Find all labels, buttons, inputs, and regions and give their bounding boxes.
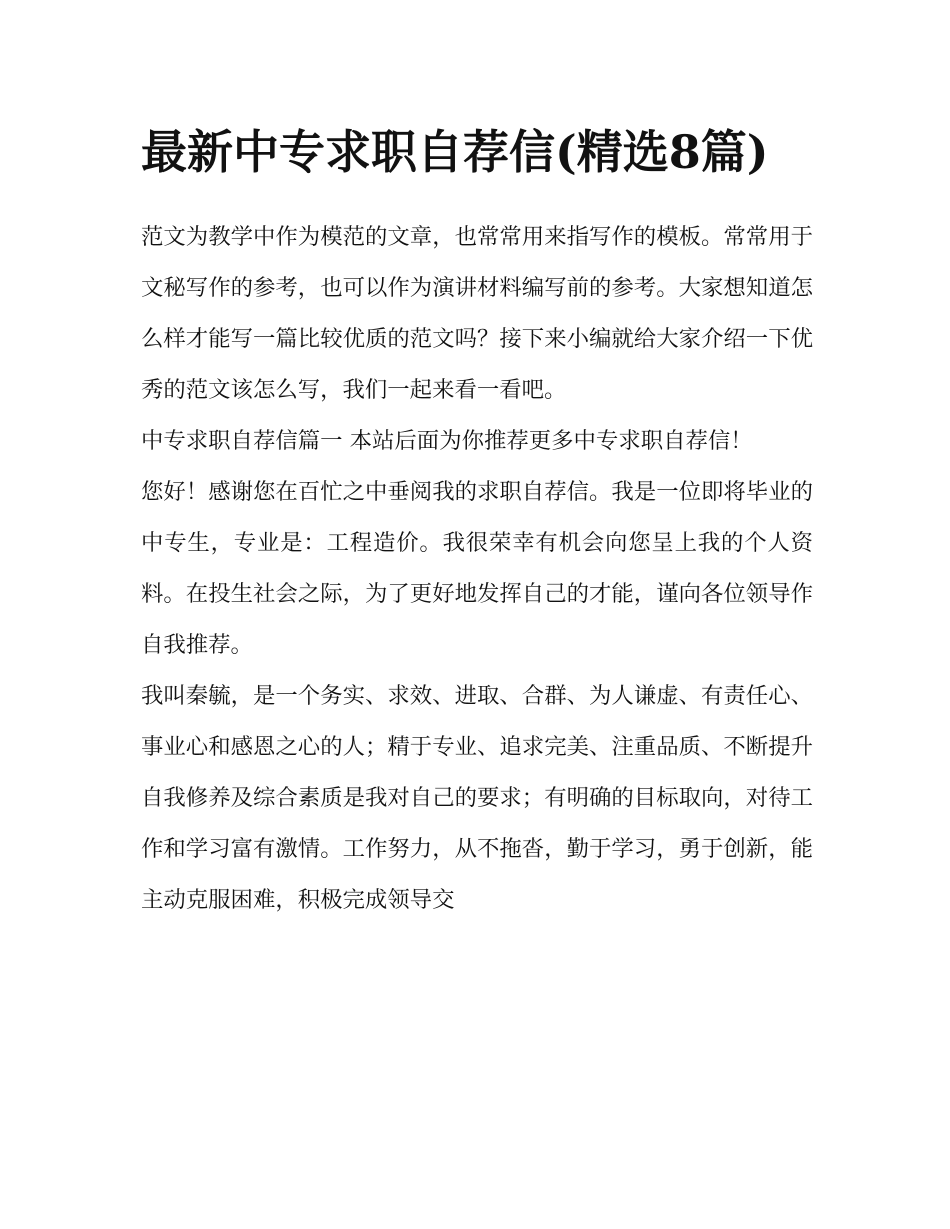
section-heading-paragraph: 中专求职自荐信篇一 本站后面为你推荐更多中专求职自荐信！ xyxy=(141,428,753,454)
self-introduction-paragraph: 我叫秦毓，是一个务实、求效、进取、合群、为人谦虚、有责任心、事业心和感恩之心的人；精于专业、追求完美、注重品质、不断提升自我修养及综合素质是我对自己的要求；有明确的目标取向，对待工作和学习富有激情。工作努力，从不拖沓，勤于学习，勇于创新，能主动克服困难，积极完成领导交 xyxy=(141,683,813,913)
document-title: 最新中专求职自荐信(精选8篇) xyxy=(141,125,769,179)
document-content xyxy=(141,112,813,926)
greeting-paragraph: 您好！感谢您在百忙之中垂阅我的求职自荐信。我是一位即将毕业的中专生，专业是：工程造价。我很荣幸有机会向您呈上我的个人资料。在投生社会之际，为了更好地发挥自己的才能，谨向各位领导作自我推荐。 xyxy=(141,479,813,658)
intro-paragraph: 范文为教学中作为模范的文章，也常常用来指写作的模板。常常用于文秘写作的参考，也可以作为演讲材料编写前的参考。大家想知道怎么样才能写一篇比较优质的范文吗？接下来小编就给大家介绍一下优秀的范文该怎么写，我们一起来看一看吧。 xyxy=(141,224,813,403)
